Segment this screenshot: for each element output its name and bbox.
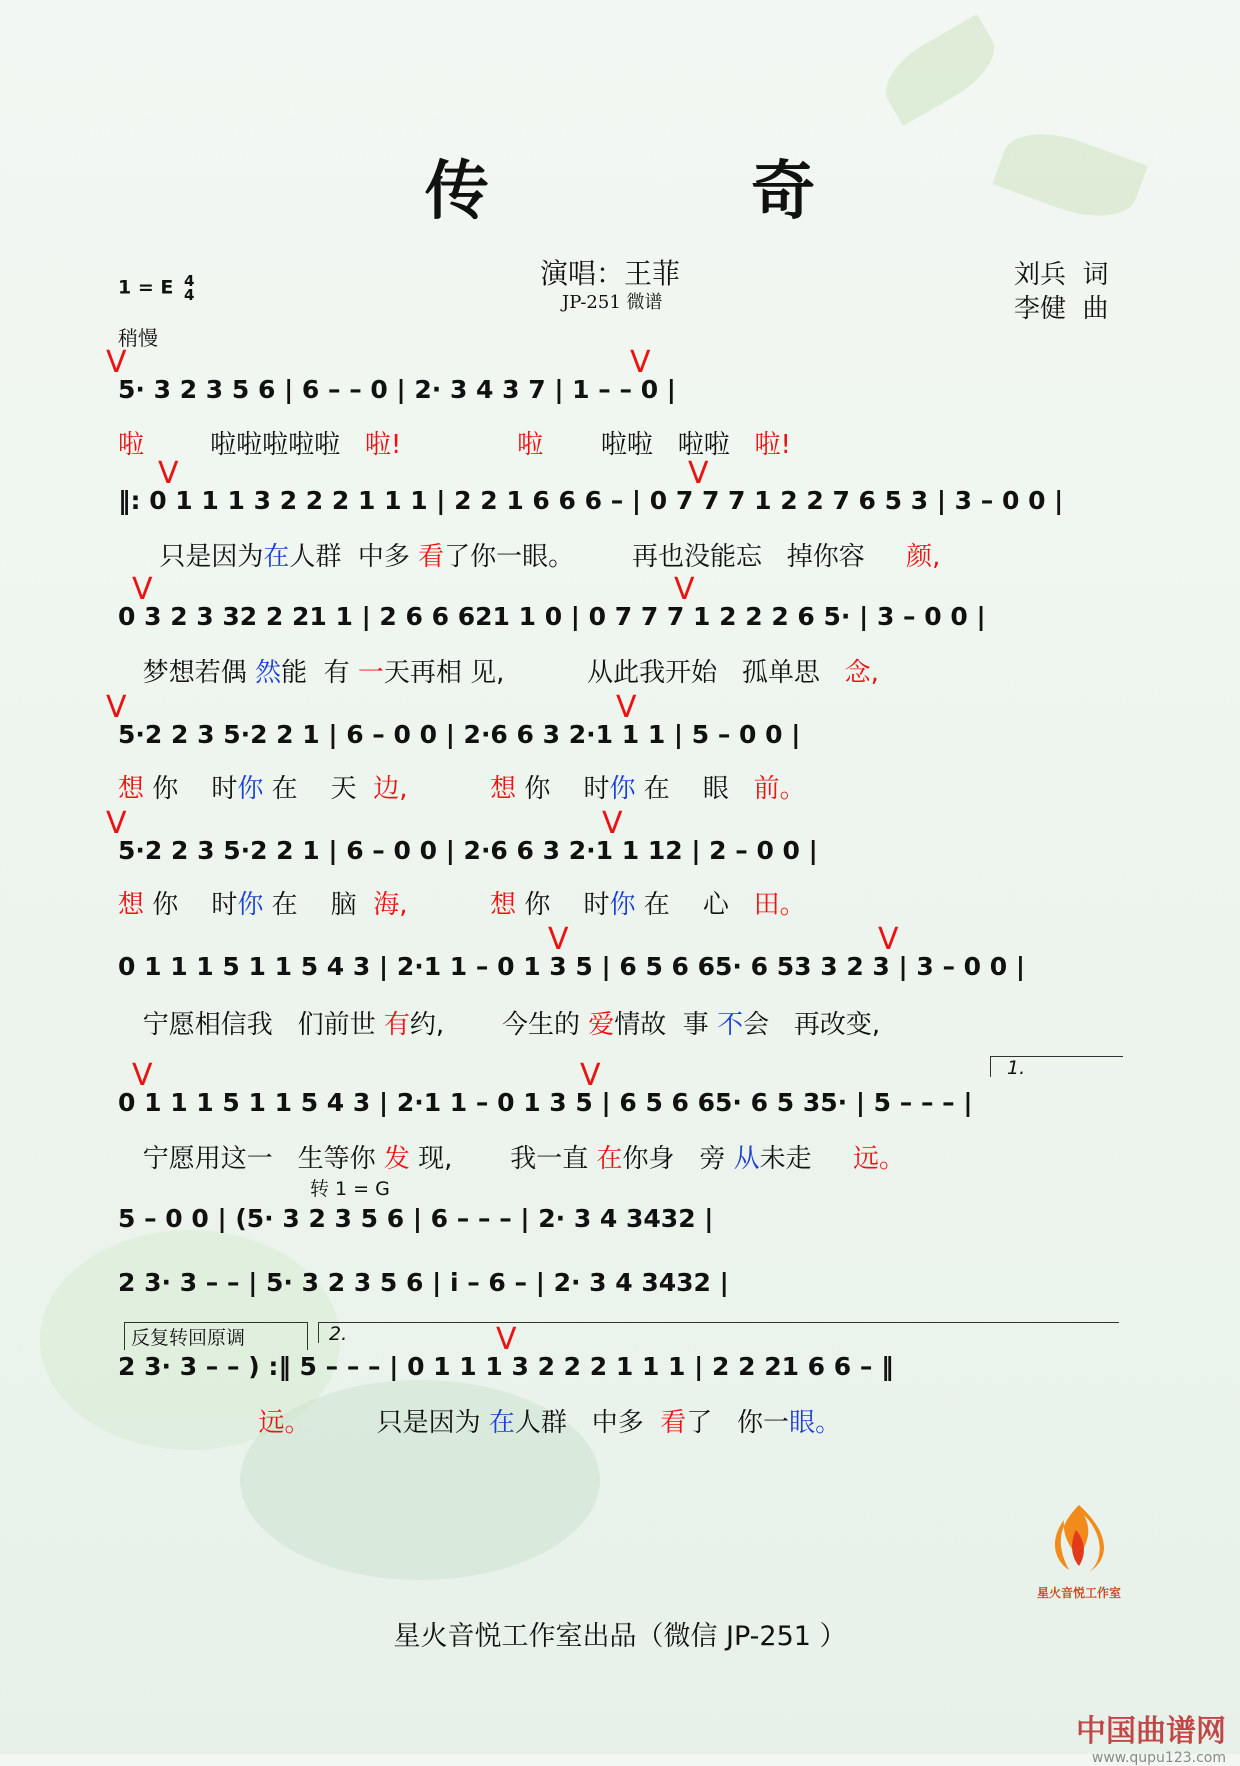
breath-mark: V bbox=[580, 1058, 601, 1093]
lyric-segment: 在 天 bbox=[263, 774, 374, 804]
lyric-segment: 只是因为 bbox=[118, 542, 264, 572]
lyric-segment: 了你一眼。 再也没能忘 掉你容 bbox=[444, 542, 907, 572]
lyric-segment: 啦啦啦啦啦 bbox=[144, 430, 341, 460]
notation-text: 0 3 2 3 32 2 21 1 | 2 6 6 621 1 0 | 0 7 7 7 1 2 2 2 6 5· | 3 – 0 0 | bbox=[118, 602, 986, 631]
lyric-segment: 啦啦 啦啦 bbox=[543, 430, 730, 460]
notation-row-9 bbox=[118, 1258, 1126, 1308]
lyric-line-5 bbox=[118, 884, 1126, 924]
site-watermark bbox=[1076, 1706, 1226, 1766]
lyric-segment: 前。 bbox=[753, 774, 806, 804]
lyric-segment: 从 bbox=[733, 1144, 760, 1174]
notation-row-2 bbox=[118, 456, 1126, 526]
lyric-segment: 在 bbox=[263, 542, 290, 572]
background-leaf bbox=[873, 14, 1007, 126]
breath-mark: V bbox=[674, 572, 695, 607]
breath-mark: V bbox=[878, 922, 899, 957]
lyric-segment bbox=[407, 774, 490, 804]
lyric-segment: 在 bbox=[488, 1408, 515, 1438]
notation-text: 0 1 1 1 5 1 1 5 4 3 | 2·1 1 – 0 1 3 5 | 6 5 6 65· 6 5 35· | 5 – – – | bbox=[118, 1088, 973, 1117]
lyric-segment: 你 bbox=[609, 774, 636, 804]
lyric-segment: 约, 今生的 bbox=[409, 1010, 589, 1040]
lyric-segment: 宁愿相信我 们前世 bbox=[118, 1010, 384, 1040]
time-top: 4 bbox=[183, 272, 195, 290]
lyric-line-1 bbox=[118, 424, 1126, 464]
notation-text: 2 3· 3 – – ) :‖ 5 – – – | 0 1 1 1 3 2 2 2 1 1 1 | 2 2 21 6 6 – ‖ bbox=[118, 1352, 894, 1381]
breath-mark: V bbox=[106, 345, 127, 380]
lyric-segment: 人群 中多 bbox=[289, 542, 419, 572]
lyric-segment: 会 再改变, bbox=[743, 1010, 881, 1040]
notation-text: 2 3· 3 – – | 5· 3 2 3 5 6 | i – 6 – | 2· 3 4 3432 | bbox=[118, 1268, 729, 1297]
lyric-segment: 你身 旁 bbox=[622, 1144, 734, 1174]
breath-mark: V bbox=[106, 806, 127, 841]
lyric-segment: 你 时 bbox=[144, 774, 238, 804]
logo-label: 星火音悦工作室 bbox=[1036, 1586, 1121, 1600]
lyric-segment: 念, bbox=[844, 658, 879, 688]
lyric-segment: 现, 我一直 bbox=[409, 1144, 597, 1174]
repeat-instruction: 反复转回原调 bbox=[124, 1322, 308, 1350]
lyric-segment: 一 bbox=[357, 658, 384, 688]
lyric-segment: 想 bbox=[490, 890, 517, 920]
lyric-segment: 想 bbox=[490, 774, 517, 804]
lyric-segment: 不 bbox=[717, 1010, 744, 1040]
lyric-segment: 你 bbox=[237, 774, 264, 804]
singer-credit: 演唱：王菲 bbox=[540, 257, 681, 290]
lyric-segment: 啦! bbox=[729, 430, 791, 460]
watermark-url: www.qupu123.com bbox=[1091, 1750, 1226, 1766]
notation-row-6 bbox=[118, 922, 1126, 992]
breath-mark: V bbox=[496, 1322, 517, 1357]
lyric-segment: 啦 bbox=[118, 430, 145, 460]
lyric-segment: 在 心 bbox=[635, 890, 754, 920]
lyric-segment bbox=[407, 890, 490, 920]
lyric-segment: 看 bbox=[418, 542, 445, 572]
song-title: 传 奇 bbox=[424, 154, 936, 229]
lyric-line-7 bbox=[118, 1138, 1126, 1178]
lyric-segment: 想 bbox=[118, 774, 145, 804]
breath-mark: V bbox=[158, 456, 179, 491]
time-signature bbox=[184, 274, 194, 302]
lyric-line-8 bbox=[118, 1402, 1126, 1442]
breath-mark: V bbox=[688, 456, 709, 491]
lyric-segment: 看 bbox=[660, 1408, 687, 1438]
second-ending-label: 2. bbox=[329, 1323, 348, 1345]
notation-row-4 bbox=[106, 690, 1126, 760]
lyric-segment: 你 bbox=[237, 890, 264, 920]
lyric-line-3 bbox=[118, 652, 1126, 692]
lyric-segment: 眼。 bbox=[789, 1408, 842, 1438]
breath-mark: V bbox=[616, 690, 637, 725]
watermark-text: 中国曲谱网 bbox=[1076, 1714, 1226, 1749]
lyric-segment: 啦 bbox=[401, 430, 544, 460]
time-bottom: 4 bbox=[183, 286, 195, 304]
notation-row-8 bbox=[118, 1194, 1126, 1244]
flame-icon bbox=[1024, 1500, 1134, 1580]
first-ending-bracket bbox=[990, 1056, 1123, 1077]
lyric-segment: 边, bbox=[373, 774, 408, 804]
lyric-segment: 梦想若偶 bbox=[118, 658, 256, 688]
breath-mark: V bbox=[106, 690, 127, 725]
lyric-segment: 远。 bbox=[258, 1408, 311, 1438]
lyric-segment: 在 眼 bbox=[635, 774, 754, 804]
lyric-segment: 了 你一 bbox=[686, 1408, 790, 1438]
breath-mark: V bbox=[548, 922, 569, 957]
modulation-mark: 转 1 = G bbox=[310, 1178, 390, 1200]
studio-logo bbox=[1024, 1500, 1134, 1610]
lyric-segment: 只是因为 bbox=[310, 1408, 489, 1438]
lyric-segment: 海, bbox=[373, 890, 408, 920]
notation-text: ‖: 0 1 1 1 3 2 2 2 1 1 1 | 2 2 1 6 6 6 – | 0 7 7 7 1 2 2 7 6 5 3 | 3 – 0 0 | bbox=[118, 486, 1064, 515]
notation-text: 5· 3 2 3 5 6 | 6 – – 0 | 2· 3 4 3 7 | 1 – – 0 | bbox=[118, 375, 676, 404]
lyric-segment: 能 有 bbox=[281, 658, 358, 688]
lyric-segment: 田。 bbox=[753, 890, 806, 920]
lyric-segment: 情故 事 bbox=[614, 1010, 718, 1040]
lyric-segment: 爱 bbox=[588, 1010, 615, 1040]
lyric-segment: 人群 中多 bbox=[514, 1408, 661, 1438]
notation-text: 5·2 2 3 5·2 2 1 | 6 – 0 0 | 2·6 6 3 2·1 1 1 | 5 – 0 0 | bbox=[118, 720, 801, 749]
breath-mark: V bbox=[630, 345, 651, 380]
lyric-segment: 你 时 bbox=[144, 890, 238, 920]
lyric-segment: 发 bbox=[383, 1144, 410, 1174]
lyric-segment: 在 脑 bbox=[263, 890, 374, 920]
notation-text: 0 1 1 1 5 1 1 5 4 3 | 2·1 1 – 0 1 3 5 | 6 5 6 65· 6 53 3 2 3 | 3 – 0 0 | bbox=[118, 952, 1025, 981]
second-ending-bracket bbox=[318, 1322, 1119, 1343]
breath-mark: V bbox=[602, 806, 623, 841]
lyric-segment: 天再相 见, 从此我开始 孤单思 bbox=[383, 658, 845, 688]
first-ending-label: 1. bbox=[1007, 1057, 1026, 1079]
lyric-segment: 在 bbox=[596, 1144, 623, 1174]
lyric-segment: 你 时 bbox=[516, 890, 610, 920]
lyric-segment: 未走 bbox=[759, 1144, 853, 1174]
lyric-segment: 啦! bbox=[340, 430, 402, 460]
lyric-line-4 bbox=[118, 768, 1126, 808]
lyric-segment: 想 bbox=[118, 890, 145, 920]
breath-mark: V bbox=[132, 572, 153, 607]
notation-text: 5·2 2 3 5·2 2 1 | 6 – 0 0 | 2·6 6 3 2·1 1 12 | 2 – 0 0 | bbox=[118, 836, 818, 865]
lyric-line-6 bbox=[118, 1004, 1126, 1044]
lyric-segment: 你 时 bbox=[516, 774, 610, 804]
notation-text: 5 – 0 0 | (5· 3 2 3 5 6 | 6 – – – | 2· 3 4 3432 | bbox=[118, 1204, 714, 1233]
key-label: 1 = E bbox=[118, 276, 174, 299]
notation-row-5 bbox=[106, 806, 1126, 876]
lyric-segment bbox=[118, 1408, 259, 1438]
lyric-segment: 颜, bbox=[906, 542, 941, 572]
notation-row-1 bbox=[106, 345, 1126, 415]
breath-mark: V bbox=[132, 1058, 153, 1093]
key-signature bbox=[118, 274, 194, 302]
lyric-segment: 有 bbox=[383, 1010, 410, 1040]
lyric-segment: 宁愿用这一 生等你 bbox=[118, 1144, 384, 1174]
composer-credit: 李健 曲 bbox=[1014, 294, 1109, 324]
publisher-footer: 星火音悦工作室出品（微信 JP-251 ） bbox=[393, 1621, 847, 1652]
notation-row-3 bbox=[118, 572, 1126, 642]
lyricist-credit: 刘兵 词 bbox=[1014, 260, 1109, 290]
notation-row-7 bbox=[118, 1058, 1126, 1128]
arranger-credit: JP-251 微谱 bbox=[562, 292, 663, 313]
lyric-segment: 远。 bbox=[852, 1144, 905, 1174]
tempo-mark: 稍慢 bbox=[118, 326, 158, 350]
lyric-segment: 然 bbox=[255, 658, 282, 688]
lyric-segment: 你 bbox=[609, 890, 636, 920]
lyric-line-2 bbox=[118, 536, 1126, 576]
